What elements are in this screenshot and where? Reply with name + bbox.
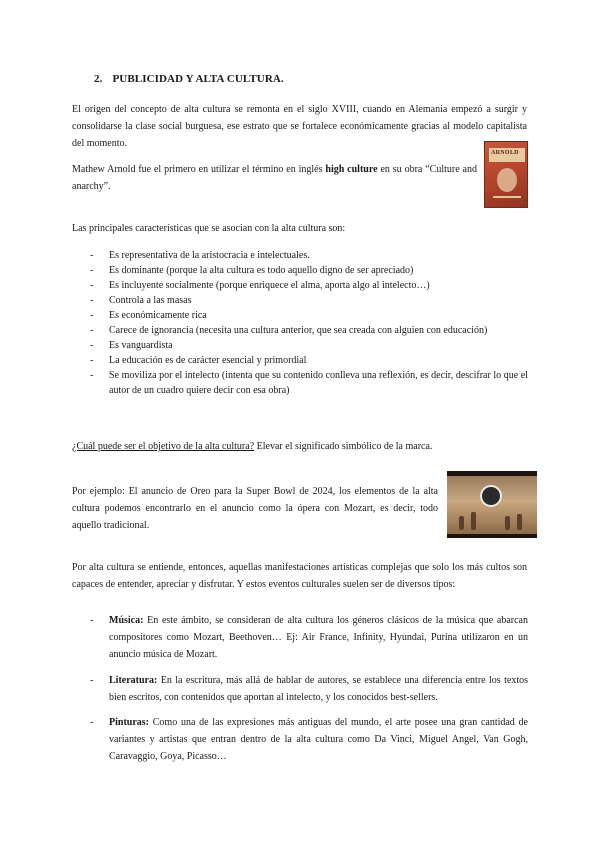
arnold-text-before: Mathew Arnold fue el primero en utilizar el término en inglés (72, 164, 326, 175)
oreo-ad-image (447, 471, 537, 538)
list-item: - Es representativa de la aristocracia e intelectuales. (90, 248, 528, 263)
category-label: Música: (109, 615, 144, 626)
definition-paragraph: Por alta cultura se entiende, entonces, aquellas manifestaciones artísticas complejas que solo los más cultos son capaces de entender, apreciar y disfrutar. Y estos eventos culturales suelen ser de diversos tipos: (72, 562, 527, 590)
category-text: Como una de las expresiones más antiguas del mundo, el arte posee una gran cantidad de variantes y artistas que entran dentro de la alta cultura como Da Vinci, Miguel Angel, Van Gogh, Caravaggio, Goya, Picasso… (109, 717, 528, 762)
characteristics-intro: Las principales características que se asocian con la alta cultura son: (72, 223, 346, 234)
category-painting (90, 714, 528, 765)
section-number: 2. (94, 73, 103, 85)
category-label: Pinturas: (109, 717, 149, 728)
high-culture-term: high culture (325, 164, 378, 175)
section-heading (94, 73, 284, 85)
list-item: - Es dominante (porque la alta cultura es todo aquello digno de ser apreciado) (90, 263, 528, 278)
intro-paragraph: El origen del concepto de alta cultura se remonta en el siglo XVIII, cuando en Alemania empezó a surgir y consolidarse la clase social burguesa, ese estrato que se fortalece económicamente gracias al modelo capitalista del momento. (72, 104, 527, 149)
category-list (90, 672, 528, 706)
oreo-example-paragraph: Por ejemplo: El anuncio de Oreo para la Super Bowl de 2024, los elementos de la alta cultura podemos encontrarlo en el anuncio como la ópera con Mozart, es decir, todo aquello tradicional. (72, 486, 438, 531)
arnold-text-after: en su obra “Culture and anarchy”. (72, 164, 477, 192)
culture-and-anarchy-book-image (484, 141, 528, 208)
list-item: - Es económicamente rica (90, 308, 528, 323)
list-item: - Es incluyente socialmente (porque enriquece el alma, aporta algo al intelecto…) (90, 278, 528, 293)
section-title: PUBLICIDAD Y ALTA CULTURA. (112, 73, 284, 85)
category-literature (90, 672, 528, 706)
list-item: - Controla a las masas (90, 293, 528, 308)
list-item: - La educación es de carácter esencial y primordial (90, 353, 528, 368)
category-label: Literatura: (109, 675, 158, 686)
objective-paragraph (72, 438, 527, 455)
list-item: - Se moviliza por el intelecto (intenta que su contenido conlleva una reflexión, es decir, descifrar lo que el autor de un cuadro quiere decir con esa obra) (90, 368, 528, 398)
category-music (90, 612, 528, 663)
list-item: - Es vanguardista (90, 338, 528, 353)
category-list (90, 612, 528, 663)
category-list (90, 714, 528, 765)
book-cover-title: ARNOLD (491, 150, 519, 156)
objective-answer: Elevar el significado simbólico de la marca. (254, 441, 433, 452)
oreo-cookie-icon (480, 485, 502, 507)
category-text: En este ámbito, se consideran de alta cultura los géneros clásicos de la música que abarcan compositores como Mozart, Beethoven… Ej: Air France, Infinity, Hyundai, Purina utilizaron en un anuncio música de Mozart. (109, 615, 528, 660)
objective-question: ¿Cuál puede ser el objetivo de la alta cultura? (72, 441, 255, 452)
list-item: - Carece de ignorancia (necesita una cultura anterior, que sea creada con alguien con educación) (90, 323, 528, 338)
characteristics-list (90, 248, 528, 398)
category-text: En la escritura, más allá de hablar de autores, se establece una diferencia entre los textos bien escritos, con contenidos que aportan al intelecto, y los conocidos best-sellers. (109, 675, 528, 703)
arnold-paragraph (72, 161, 477, 195)
